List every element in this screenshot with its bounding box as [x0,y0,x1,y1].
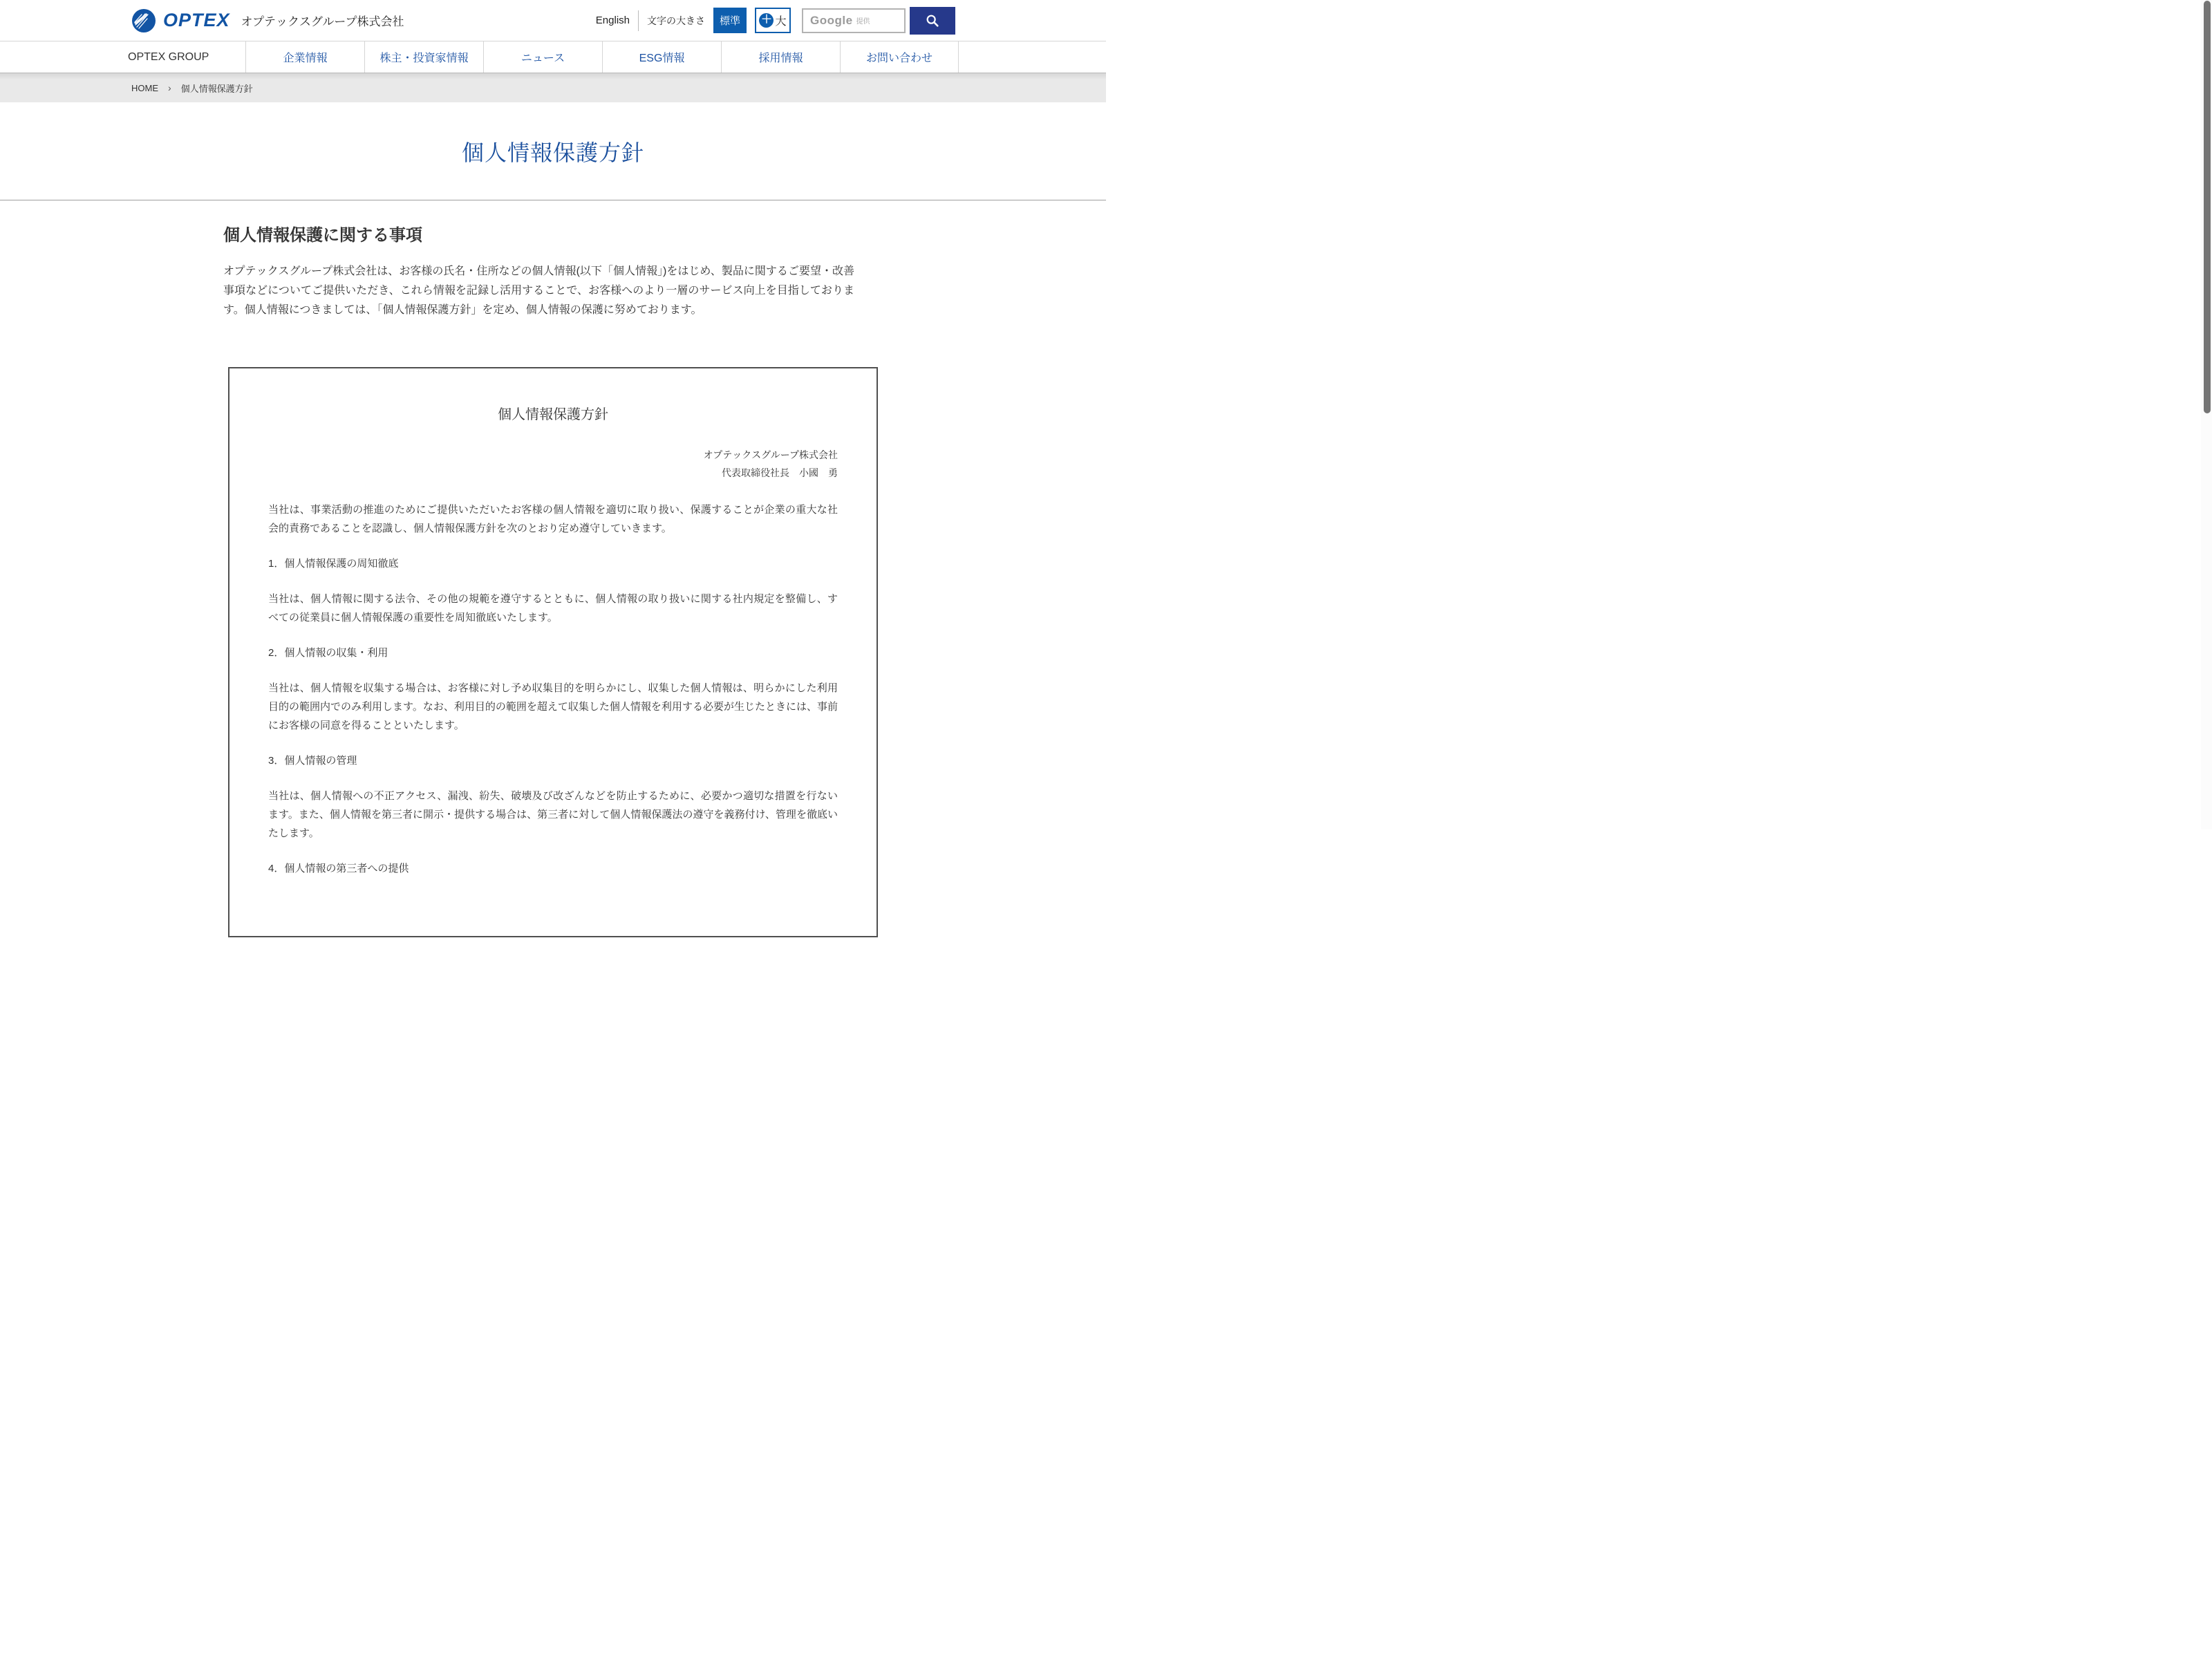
google-logo-text: Google [810,13,853,27]
breadcrumb [0,73,1106,102]
policy-section-body: 当社は、個人情報を収集する場合は、お客様に対し予め収集目的を明らかにし、収集した個人情報は、明らかにした利用目的の範囲内でのみ利用します。なお、利用目的の範囲を超えて収集した個人情報を利用する必要が生じたときには、事前にお客様の同意を得ることといたします。 [268,682,838,731]
page-title-band [0,102,1106,200]
nav-item-esg[interactable]: ESG情報 [602,41,721,73]
search-input[interactable] [803,10,904,32]
nav-item-corporate-info[interactable]: 企業情報 [245,41,364,73]
brand-company-name: オプテックスグループ株式会社 [241,15,404,28]
policy-section-body: 当社は、個人情報に関する法令、その他の規範を遵守するとともに、個人情報の取り扱いに関する社内規定を整備し、すべての従業員に個人情報保護の重要性を周知徹底いたします。 [268,592,838,624]
font-size-standard-button[interactable]: 標準 [713,8,747,33]
search-icon [925,13,940,28]
plus-icon: ＋ [759,13,774,28]
policy-representative: 代表取締役社長 小國 勇 [722,467,838,478]
policy-box [228,367,878,937]
policy-section-heading: 1．個人情報保護の周知徹底 [268,557,399,570]
google-provided-label: 提供 [856,18,870,26]
nav-item-news[interactable]: ニュース [483,41,602,73]
policy-company: オプテックスグループ株式会社 [703,449,838,460]
policy-body [268,500,838,878]
chevron-right-icon: › [168,82,171,93]
font-size-large-button[interactable] [755,8,791,33]
font-size-label: 文字の大きさ [647,15,705,26]
section-heading: 個人情報保護に関する事項 [223,226,422,245]
header-controls [596,7,955,35]
policy-preamble: 当社は、事業活動の推進のためにご提供いただいたお客様の個人情報を適切に取り扱い、保護することが企業の重大な社会的責務であることを認識し、個人情報保護方針を次のとおり定め遵守していきます。 [268,503,838,534]
header-divider [638,10,639,31]
breadcrumb-current: 個人情報保護方針 [180,83,253,94]
site-header [0,0,1106,41]
breadcrumb-home-link[interactable]: HOME [131,82,158,93]
search-button[interactable] [910,7,955,35]
policy-section-heading: 3．個人情報の管理 [268,754,357,767]
policy-section-heading: 4．個人情報の第三者への提供 [268,862,409,874]
scrollbar-track[interactable] [2201,0,2212,830]
main-content [0,200,1106,937]
english-link[interactable]: English [595,15,630,26]
site-logo[interactable] [131,8,404,33]
site-search [802,7,955,35]
page-title: 個人情報保護方針 [461,140,644,165]
nav-item-investor-info[interactable]: 株主・投資家情報 [364,41,483,73]
font-size-large-label: 大 [775,16,787,28]
global-nav [0,41,1106,73]
nav-item-recruit[interactable]: 採用情報 [721,41,840,73]
scrollbar-thumb[interactable] [2204,1,2211,413]
nav-item-contact[interactable]: お問い合わせ [840,41,959,73]
intro-paragraph: オプテックスグループ株式会社は、お客様の氏名・住所などの個人情報(以下「個人情報」)をはじめ、製品に関するご要望・改善事項などについてご提供いただき、これら情報を記録し活用することで、お客様へのより一層のサービス向上を目指しております。個人情報につきましては、「個人情報保護方針」を定め、個人情報の保護に努めております。 [223,265,854,316]
policy-section-heading: 2．個人情報の収集・利用 [268,646,388,659]
policy-section-body: 当社は、個人情報への不正アクセス、漏洩、紛失、破壊及び改ざんなどを防止するために、必要かつ適切な措置を行ないます。また、個人情報を第三者に開示・提供する場合は、第三者に対して個人情報保護法の遵守を義務付け、管理を徹底いたします。 [268,789,838,839]
policy-box-title: 個人情報保護方針 [498,407,608,422]
optex-logo-icon [131,8,156,33]
policy-signature [268,447,838,482]
nav-item-optex-group[interactable]: OPTEX GROUP [128,50,209,63]
search-field[interactable] [802,8,906,33]
brand-wordmark: OPTEX [163,10,230,30]
